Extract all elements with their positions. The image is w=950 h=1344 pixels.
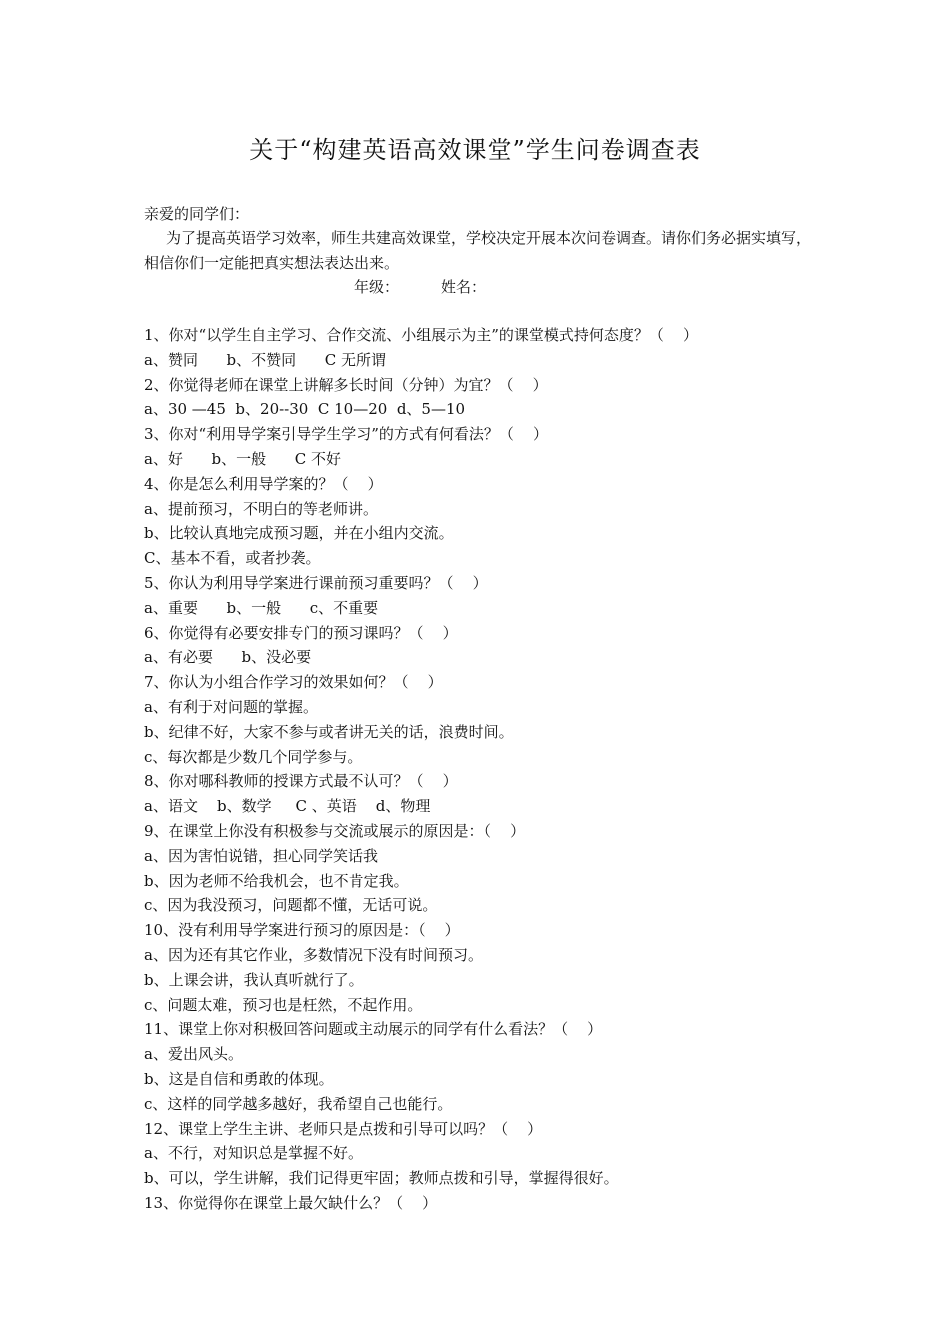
- option-line: a、因为还有其它作业，多数情况下没有时间预习。: [144, 945, 483, 964]
- option-line: C、基本不看，或者抄袭。: [144, 549, 321, 568]
- question-line: 7、你认为小组合作学习的效果如何？（ ）: [144, 673, 443, 692]
- option-line: a、30 —45 b、20--30 C 10—20 d、5—10: [144, 400, 466, 419]
- question-line: 9、在课堂上你没有积极参与交流或展示的原因是：（ ）: [144, 821, 526, 840]
- question-line: 8、你对哪科教师的授课方式最不认可？（ ）: [144, 772, 458, 791]
- name-label: 姓名：: [441, 278, 487, 296]
- question-line: 11、课堂上你对积极回答问题或主动展示的同学有什么看法？（ ）: [144, 1020, 603, 1039]
- option-line: a、赞同 b、不赞同 C 无所谓: [144, 350, 387, 369]
- option-line: b、因为老师不给我机会，也不肯定我。: [144, 871, 409, 890]
- option-line: a、好 b、一般 C 不好: [144, 449, 342, 468]
- salutation: 亲爱的同学们：: [144, 205, 250, 223]
- question-line: 2、你觉得老师在课堂上讲解多长时间（分钟）为宜？（ ）: [144, 375, 548, 394]
- option-line: c、问题太难，预习也是枉然，不起作用。: [144, 995, 423, 1014]
- option-line: a、有必要 b、没必要: [144, 648, 312, 667]
- question-line: 1、你对“以学生自主学习、合作交流、小组展示为主”的课堂模式持何态度？（ ）: [144, 326, 698, 344]
- question-list: [144, 323, 844, 1216]
- option-line: c、每次都是少数几个同学参与。: [144, 747, 363, 766]
- question-line: 5、你认为利用导学案进行课前预习重要吗？（ ）: [144, 573, 488, 592]
- option-line: b、可以，学生讲解，我们记得更牢固；教师点拨和引导，掌握得很好。: [144, 1169, 619, 1188]
- student-info-line: [354, 276, 486, 297]
- option-line: c、因为我没预习，问题都不懂，无话可说。: [144, 896, 438, 915]
- question-line: 13、你觉得你在课堂上最欠缺什么？（ ）: [144, 1193, 438, 1212]
- option-line: a、因为害怕说错，担心同学笑话我: [144, 846, 378, 865]
- option-line: a、语文 b、数学 C 、英语 d、物理: [144, 797, 431, 816]
- option-line: b、这是自信和勇敢的体现。: [144, 1069, 334, 1088]
- option-line: b、比较认真地完成预习题，并在小组内交流。: [144, 524, 454, 543]
- question-line: 6、你觉得有必要安排专门的预习课吗？（ ）: [144, 623, 458, 642]
- option-line: c、这样的同学越多越好，我希望自己也能行。: [144, 1094, 453, 1113]
- option-line: a、不行，对知识总是掌握不好。: [144, 1144, 363, 1163]
- document-title: 关于“构建英语高效课堂”学生问卷调查表: [249, 136, 701, 164]
- option-line: a、重要 b、一般 c、不重要: [144, 598, 379, 617]
- question-line: 12、课堂上学生主讲、老师只是点拨和引导可以吗？（ ）: [144, 1119, 543, 1138]
- option-line: a、有利于对问题的掌握。: [144, 697, 318, 716]
- intro-paragraph: 为了提高英语学习效率，师生共建高效课堂，学校决定开展本次问卷调查。请你们务必据实填写，相信你们一定能把真实想法表达出来。: [144, 229, 812, 272]
- option-line: b、纪律不好，大家不参与或者讲无关的话，浪费时间。: [144, 722, 514, 741]
- option-line: a、爱出风头。: [144, 1045, 243, 1064]
- question-line: 10、没有利用导学案进行预习的原因是：（ ）: [144, 921, 460, 940]
- question-line: 4、你是怎么利用导学案的？（ ）: [144, 474, 383, 493]
- question-line: 3、你对“利用导学案引导学生学习”的方式有何看法？（ ）: [144, 425, 548, 444]
- grade-label: 年级：: [354, 278, 400, 296]
- option-line: a、提前预习，不明白的等老师讲。: [144, 499, 378, 518]
- option-line: b、上课会讲，我认真听就行了。: [144, 970, 364, 989]
